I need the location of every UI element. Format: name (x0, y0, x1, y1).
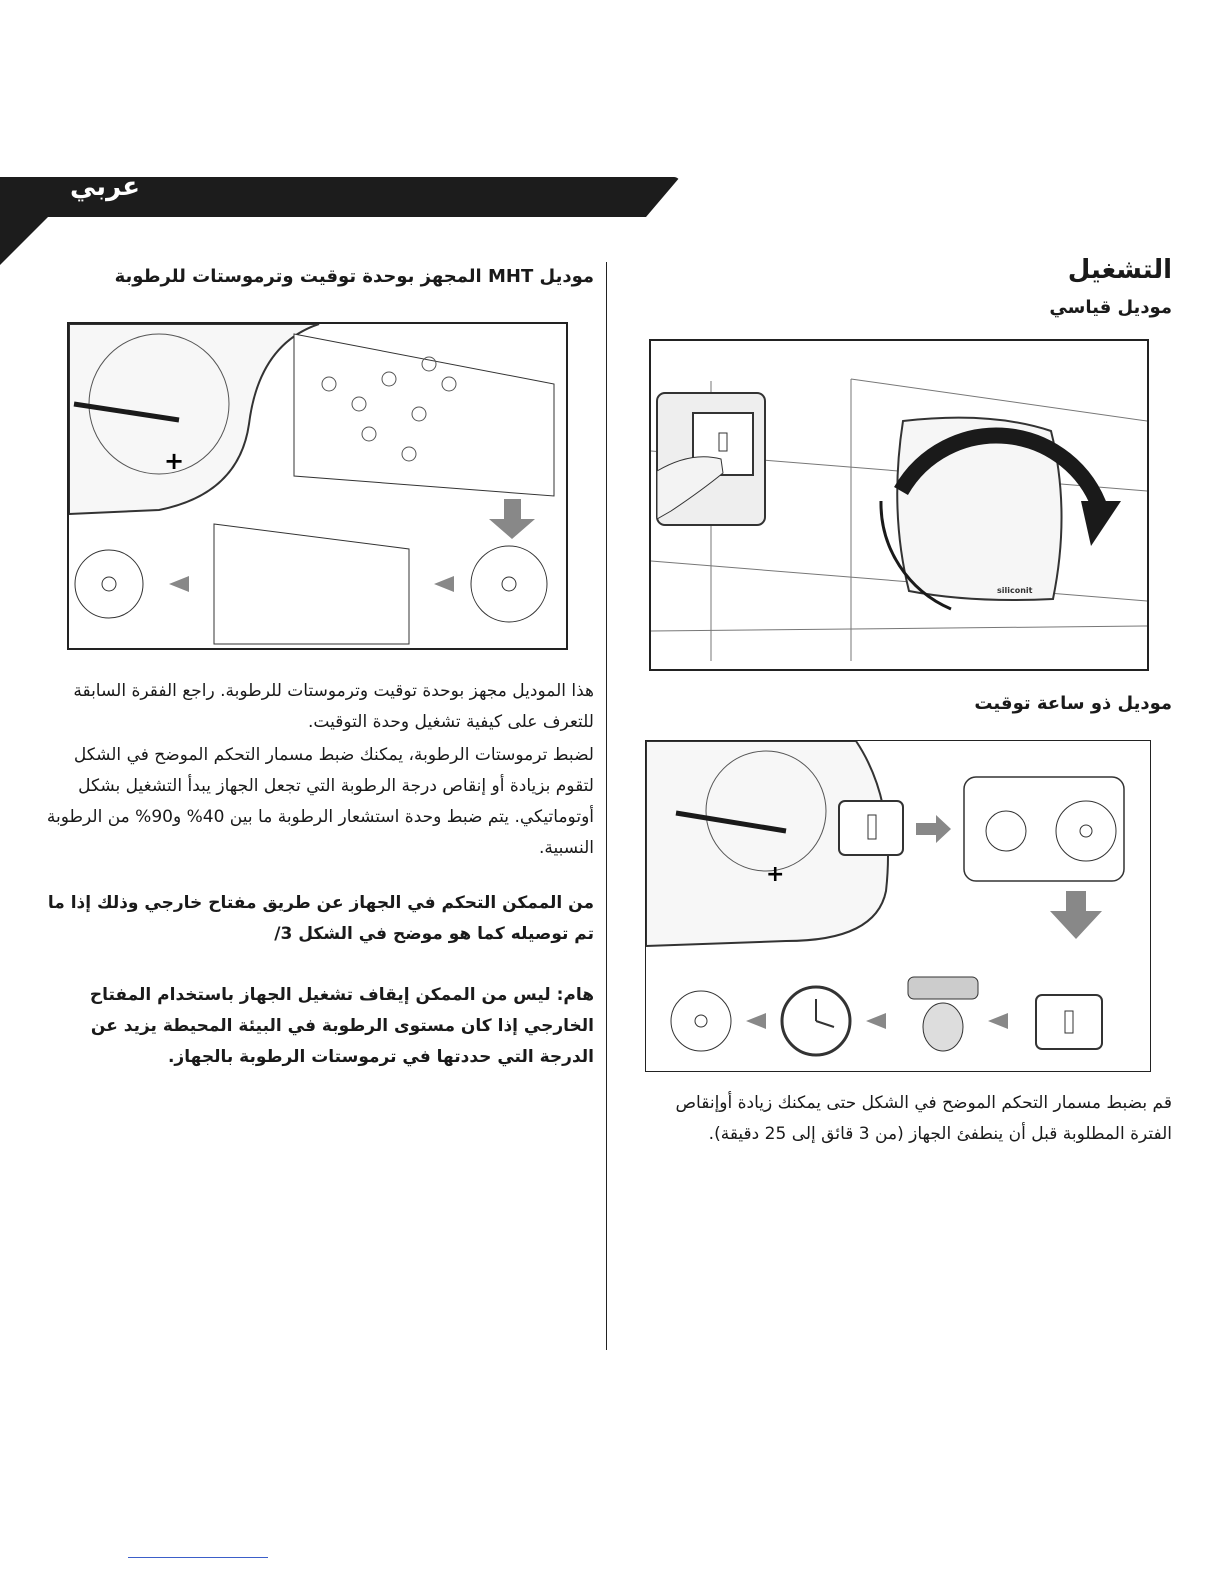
timer-model-title: موديل ذو ساعة توقيت (974, 693, 1172, 714)
svg-text:+: + (766, 862, 785, 887)
important-note: هام: ليس من الممكن إيقاف تشغيل الجهاز باستخدام المفتاح الخارجي إذا كان مستوى الرطوبة في البيئة المحيطة يزيد عن الدرجة التي حددتها في ترموستات الرطوبة بالجهاز. (89, 985, 594, 1067)
mht-paragraph-1: هذا الموديل مجهز بوحدة توقيت وترموستات للرطوبة. راجع الفقرة السابقة للتعرف على كيفية تشغيل وحدة التوقيت. (73, 681, 594, 732)
footer-line (128, 1557, 268, 1558)
timer-model-text: قم بضبط مسمار التحكم الموضح في الشكل حتى يمكنك زيادة أوإنقاص الفترة المطلوبة قبل أن ينطفئ الجهاز (من 3 قائق إلى 25 دقيقة). (675, 1093, 1172, 1144)
section-title: التشغيل (1067, 255, 1172, 285)
timer-model-figure (645, 740, 1151, 1072)
svg-text:+: + (164, 447, 185, 475)
svg-text:siliconit: siliconit (997, 586, 1033, 595)
external-switch-note: من الممكن التحكم في الجهاز عن طريق مفتاح خارجي وذلك إذا ما تم توصيله كما هو موضح في الشكل 3/ (47, 893, 594, 944)
humidity-sequence-illustration (69, 324, 566, 648)
standard-model-figure (649, 339, 1149, 671)
fan-on-wall-illustration (651, 341, 1147, 669)
banner-curve (0, 205, 60, 265)
mht-model-title: موديل MHT المجهز بوحدة توقيت وترموستات للرطوبة (114, 266, 594, 287)
language-label: عربي (70, 172, 141, 202)
timer-sequence-illustration (646, 741, 1150, 1071)
mht-figure (67, 322, 568, 650)
mht-paragraph-2: لضبط ترموستات الرطوبة، يمكنك ضبط مسمار التحكم الموضح في الشكل لتقوم بزيادة أو إنقاص درجة الرطوبة التي تجعل الجهاز يبدأ التشغيل بشكل أوتوماتيكي. يتم ضبط وحدة استشعار الرطوبة ما بين 40% و90% من الرطوبة النسبية. (46, 745, 594, 858)
standard-model-title: موديل قياسي (1049, 297, 1172, 318)
column-divider (606, 262, 607, 1350)
